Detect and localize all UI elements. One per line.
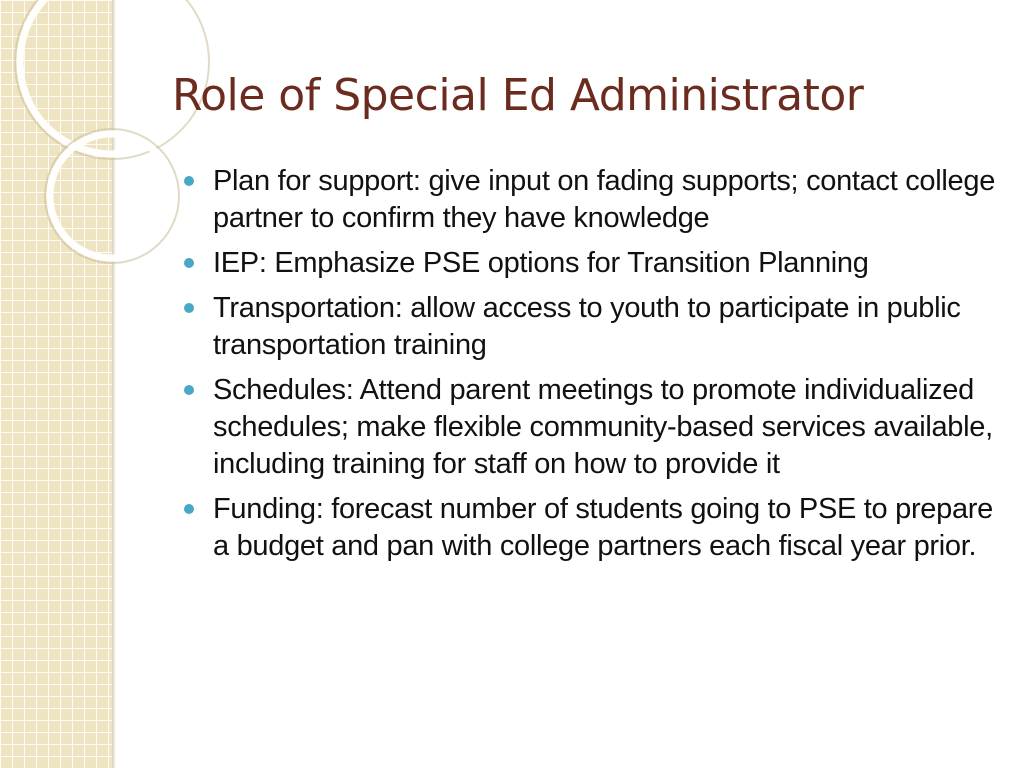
bullet-item bbox=[184, 163, 999, 237]
bullet-dot-icon bbox=[184, 176, 194, 186]
bullet-dot-icon bbox=[184, 385, 194, 395]
bullet-dot-icon bbox=[184, 258, 194, 268]
bullet-text: Plan for support: give input on fading supports; contact college partner to confirm they have knowledge bbox=[213, 165, 996, 234]
bullet-item bbox=[184, 491, 999, 565]
bullet-item bbox=[184, 245, 999, 282]
bullet-list bbox=[184, 163, 999, 573]
bullet-text: Transportation: allow access to youth to participate in public transportation training bbox=[213, 292, 961, 361]
bullet-dot-icon bbox=[184, 504, 194, 514]
bullet-text: IEP: Emphasize PSE options for Transition Planning bbox=[213, 247, 869, 279]
slide-title: Role of Special Ed Administrator bbox=[172, 70, 864, 121]
decorative-rings bbox=[0, 0, 180, 300]
decorative-ring-small-edge bbox=[45, 129, 179, 263]
bullet-text: Funding: forecast number of students going to PSE to prepare a budget and pan with college partners each fiscal year prior. bbox=[213, 493, 993, 562]
bullet-dot-icon bbox=[184, 303, 194, 313]
bullet-item bbox=[184, 372, 999, 483]
bullet-item bbox=[184, 290, 999, 364]
bullet-text: Schedules: Attend parent meetings to promote individualized schedules; make flexible community-based services available, including training for staff on how to provide it bbox=[213, 374, 993, 480]
